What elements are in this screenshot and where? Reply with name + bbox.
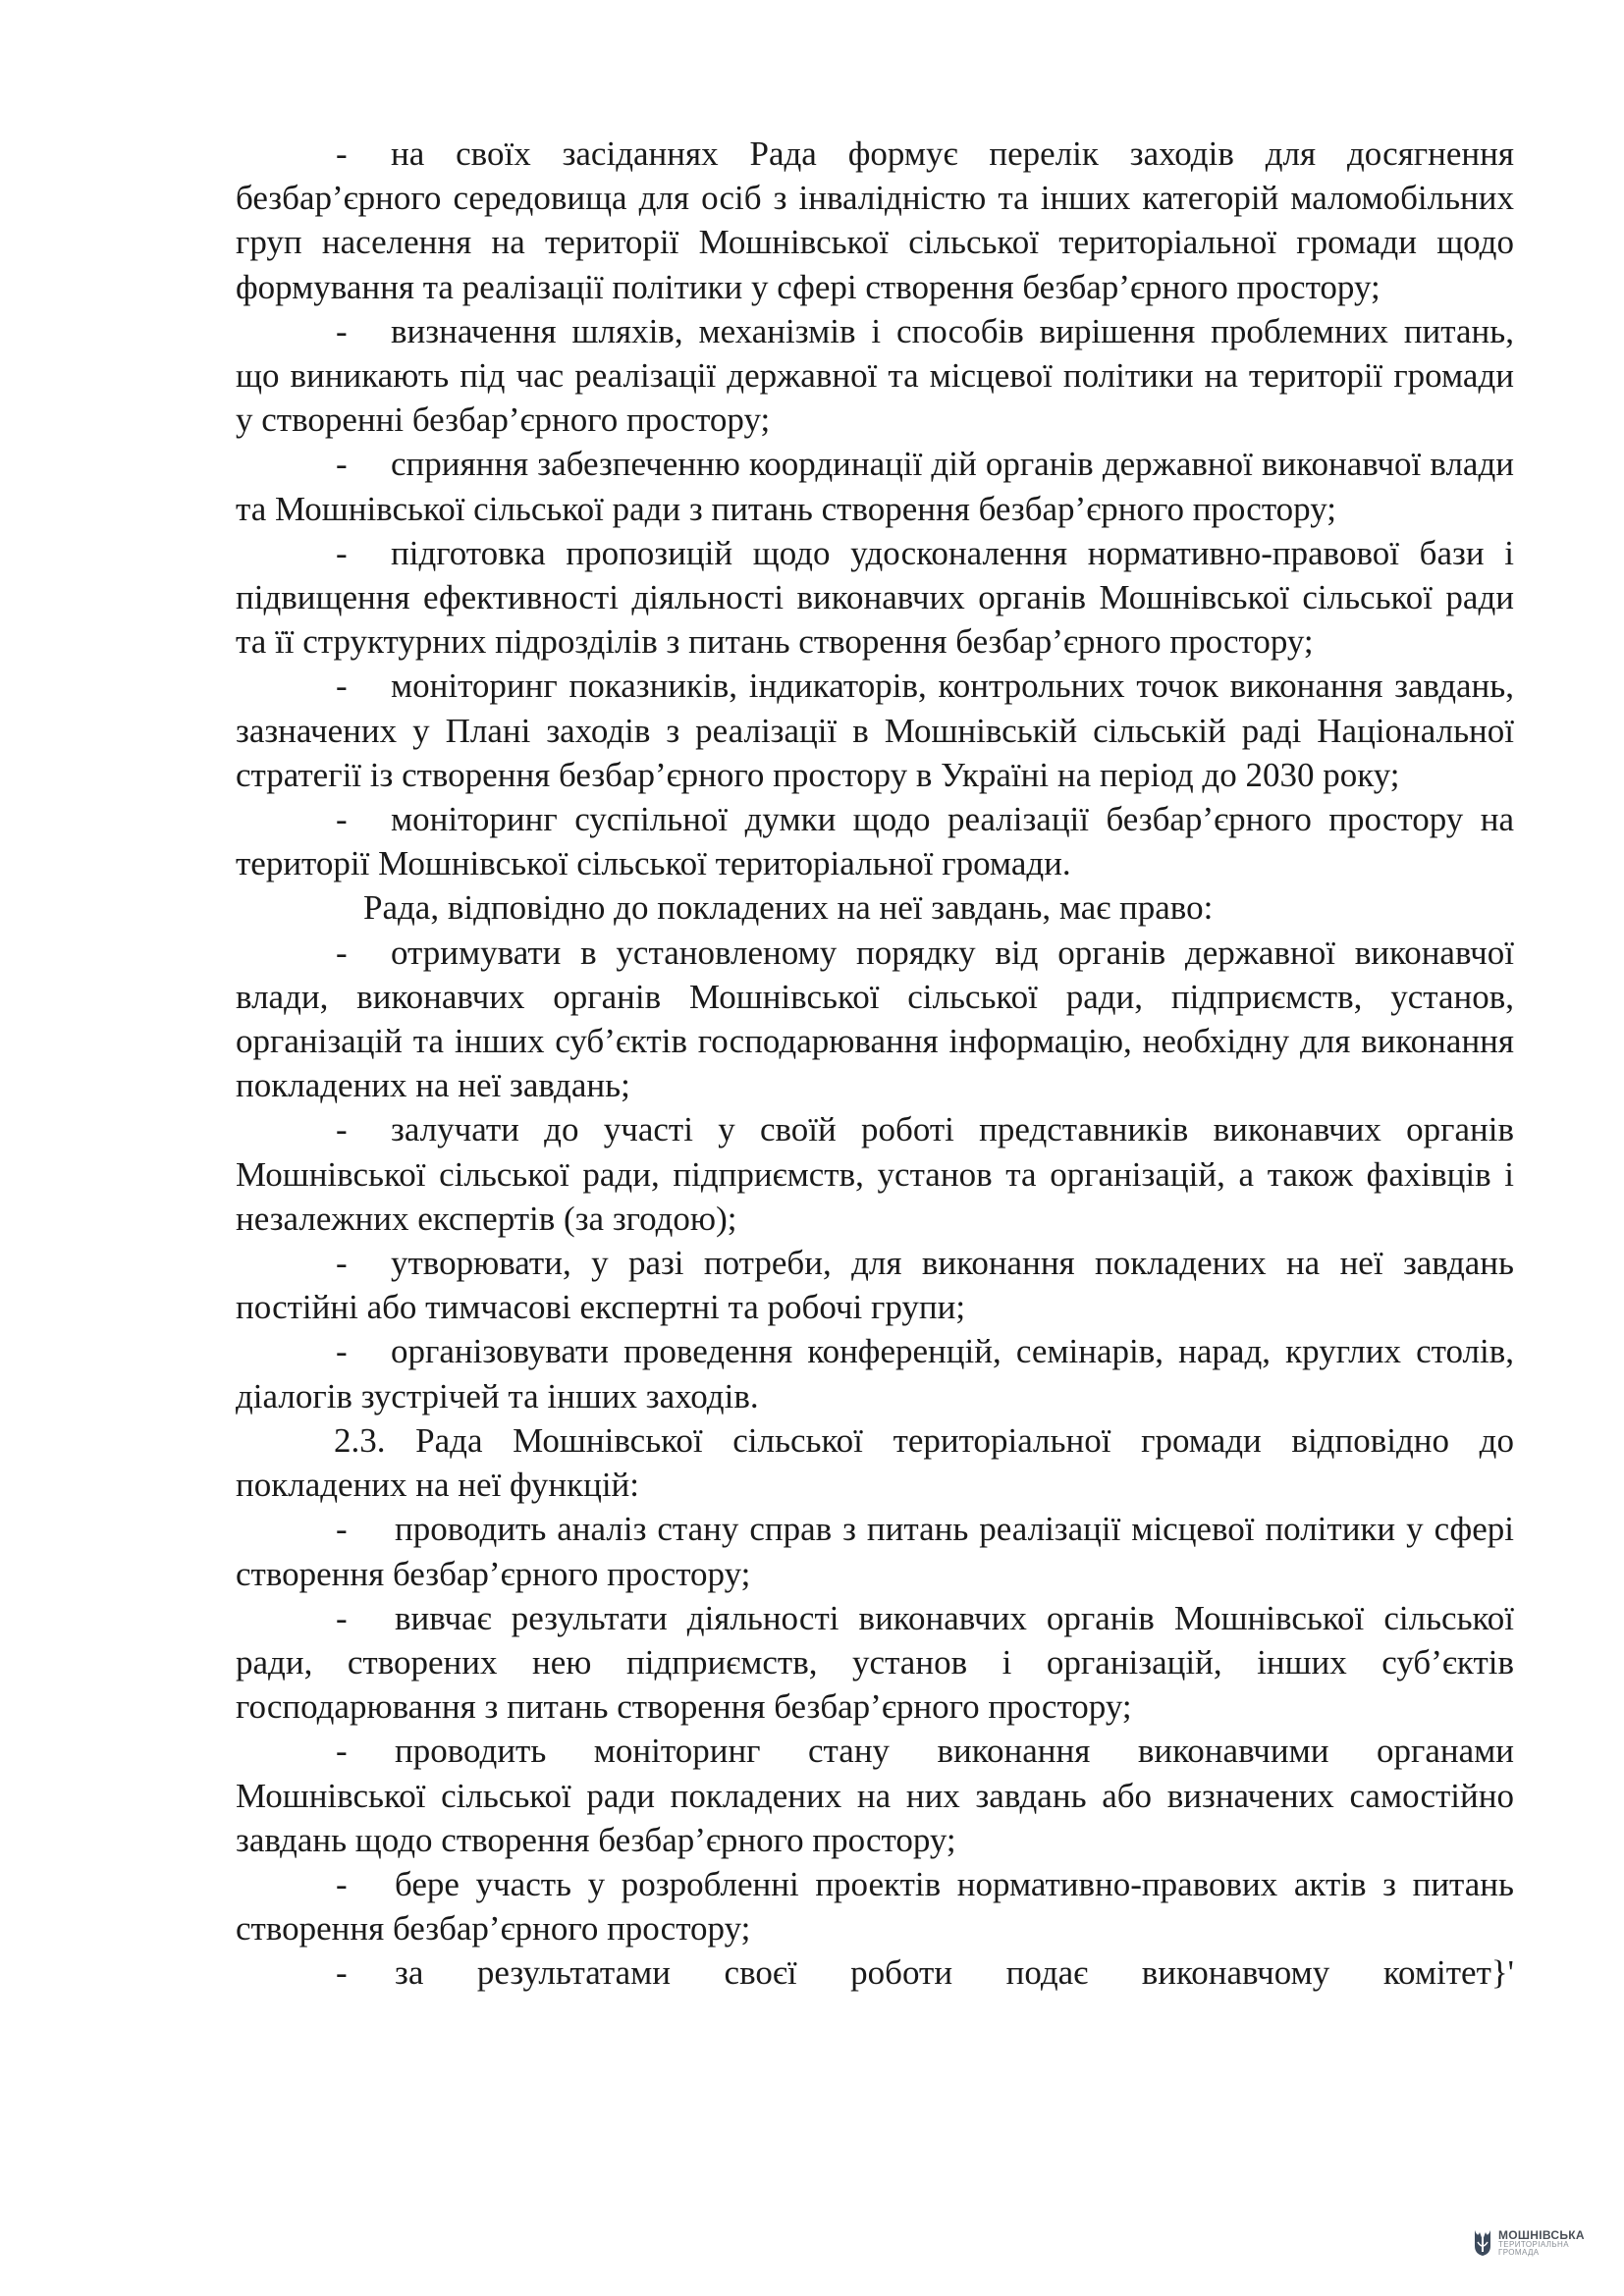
list-dash: -	[336, 667, 348, 706]
document-page	[236, 132, 1514, 1996]
list-item	[236, 309, 1514, 443]
list-dash: -	[336, 933, 348, 972]
list-dash: -	[336, 445, 348, 484]
list-item	[236, 1507, 1514, 1595]
logo-text	[1498, 2229, 1585, 2257]
list-dash: -	[336, 311, 348, 350]
paragraph-text: сприяння забезпеченню координації дій органів державної виконавчої влади та Мошнівської сільської ради з питань створення безбар’єрного простору;	[236, 445, 1514, 528]
list-dash: -	[336, 1244, 348, 1283]
list-dash: -	[336, 533, 348, 572]
list-item	[236, 442, 1514, 530]
paragraph-text: отримувати в установленому порядку від органів державної виконавчої влади, виконавчих органів Мошнівської сільської ради, підприємств, установ, організацій та інших суб’єктів господарювання інформацію, необхідну для виконання покладених на неї завдань;	[236, 933, 1514, 1105]
logo-subtitle-2: ГРОМАДА	[1498, 2248, 1540, 2257]
trident-emblem-icon	[1473, 2228, 1492, 2258]
paragraph-text: підготовка пропозицій щодо удосконалення нормативно-правової бази і підвищення ефективності діяльності виконавчих органів Мошнівської сільської ради та її структурних підрозділів з питань створення безбар’єрного простору;	[236, 533, 1514, 662]
section-heading-2-3: 2.3. Рада Мошнівської сільської територіальної громади відповідно до покладених на неї функцій:	[236, 1420, 1514, 1505]
logo-subtitle-1: ТЕРИТОРІАЛЬНА	[1498, 2240, 1569, 2249]
paragraph-text: за результатами своєї роботи подає виконавчому комітет}'	[395, 1953, 1514, 1993]
list-dash: -	[336, 134, 348, 173]
paragraph-text: організовувати проведення конференцій, семінарів, нарад, круглих столів, діалогів зустрічей та інших заходів.	[236, 1332, 1514, 1415]
paragraph-text: вивчає результати діяльності виконавчих органів Мошнівської сільської ради, створених нею підприємств, установ і організацій, інших суб’єктів господарювання з питань створення безбар’єрного простору;	[236, 1598, 1514, 1727]
paragraph-text: моніторинг суспільної думки щодо реалізації безбар’єрного простору на території Мошнівської сільської територіальної громади.	[236, 800, 1514, 883]
paragraph-text: на своїх засіданнях Рада формує перелік заходів для досягнення безбар’єрного середовища для осіб з інвалідністю та інших категорій маломобільних груп населення на території Мошнівської сільської територіальної громади щодо формування та реалізації політики у сфері створення безбар’єрного простору;	[236, 134, 1514, 306]
list-item	[236, 1107, 1514, 1241]
paragraph-text: визначення шляхів, механізмів і способів вирішення проблемних питань, що виникають під час реалізації державної та місцевої політики на території громади у створенні безбар’єрного простору;	[236, 311, 1514, 440]
list-item	[236, 531, 1514, 665]
list-item	[236, 1241, 1514, 1329]
list-item	[236, 1596, 1514, 1730]
list-dash: -	[336, 1953, 348, 1993]
paragraph-text: моніторинг показників, індикаторів, контрольних точок виконання завдань, зазначених у Плані заходів з реалізації в Мошнівській сільській раді Національної стратегії із створення безбар’єрного простору в Україні на період до 2030 року;	[236, 667, 1514, 794]
list-dash: -	[336, 800, 348, 839]
list-item	[236, 132, 1514, 309]
list-item	[236, 1862, 1514, 1950]
list-item	[236, 1329, 1514, 1417]
paragraph-text: проводить аналіз стану справ з питань реалізації місцевої політики у сфері створення безбар’єрного простору;	[236, 1510, 1514, 1593]
list-dash: -	[336, 1510, 348, 1549]
list-dash: -	[336, 1110, 348, 1149]
list-dash: -	[336, 1332, 348, 1371]
list-item	[236, 1950, 1514, 1995]
list-item	[236, 1729, 1514, 1862]
list-item	[236, 797, 1514, 885]
paragraph-text: утворювати, у разі потреби, для виконання покладених на неї завдань постійні або тимчасові експертні та робочі групи;	[236, 1244, 1514, 1327]
paragraph-text: бере участь у розробленні проектів нормативно-правових актів з питань створення безбар’єрного простору;	[236, 1864, 1514, 1949]
community-logo	[1473, 2228, 1585, 2258]
list-item	[236, 931, 1514, 1108]
list-dash: -	[336, 1732, 348, 1771]
paragraph-text: проводить моніторинг стану виконання виконавчими органами Мошнівської сільської ради покладених на них завдань або визначених самостійно завдань щодо створення безбар’єрного простору;	[236, 1732, 1514, 1859]
rights-intro: Рада, відповідно до покладених на неї завдань, має право:	[363, 888, 1214, 928]
logo-title: МОШНІВСЬКА	[1498, 2228, 1585, 2242]
paragraph-text: залучати до участі у своїй роботі представників виконавчих органів Мошнівської сільської ради, підприємств, установ та організацій, а також фахівців і незалежних експертів (за згодою);	[236, 1110, 1514, 1238]
list-item	[236, 664, 1514, 797]
list-dash: -	[336, 1864, 348, 1903]
list-dash: -	[336, 1598, 348, 1637]
